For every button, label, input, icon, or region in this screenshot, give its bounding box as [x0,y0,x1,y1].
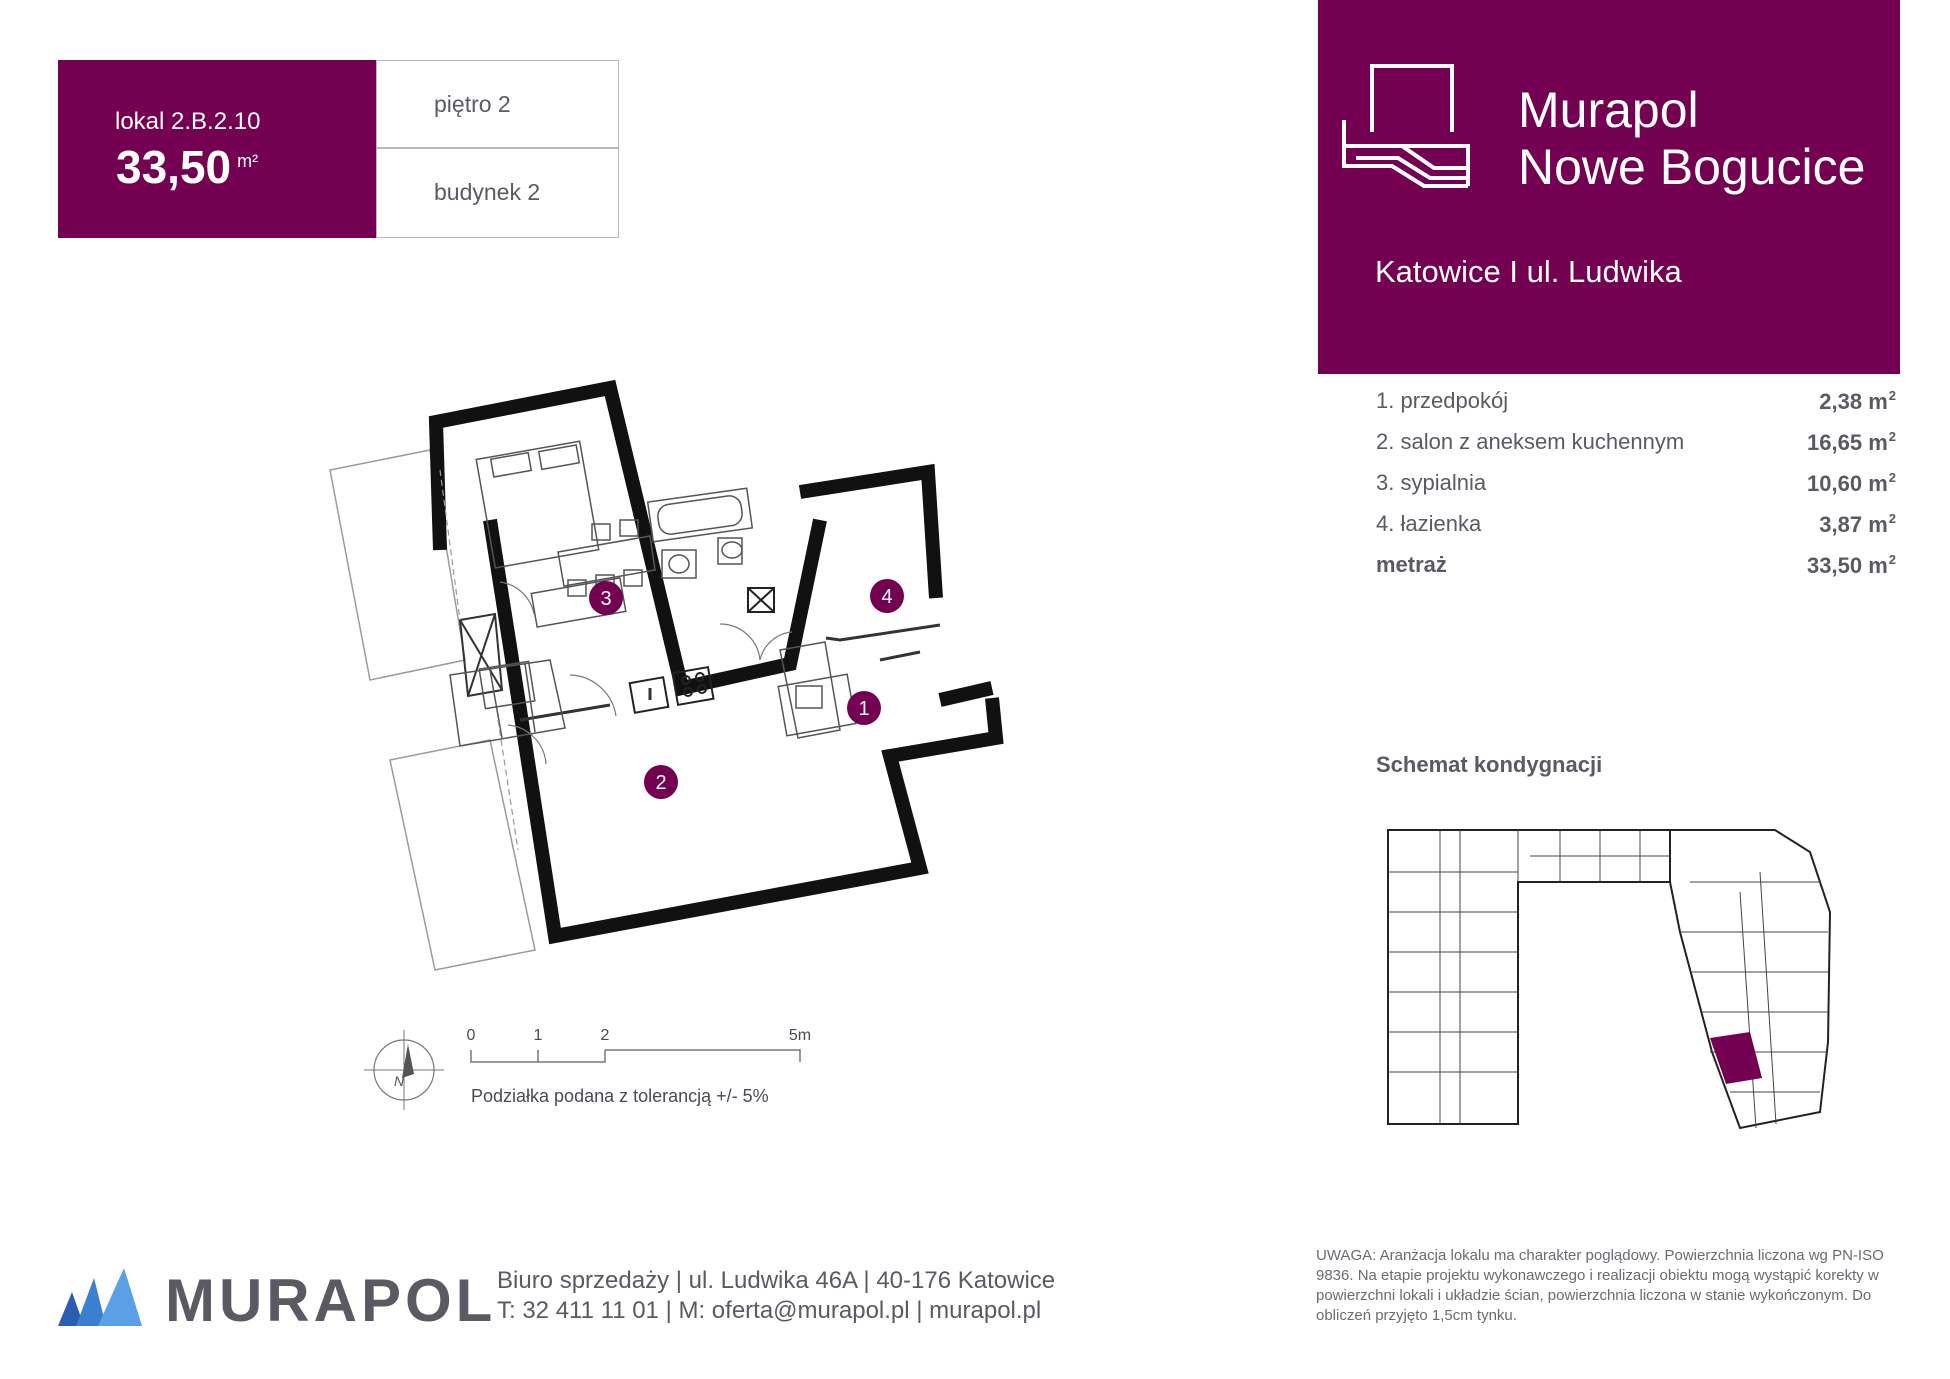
room-name: 1. przedpokój [1376,388,1509,413]
room-area: 2,38 $m^2$ [1819,388,1896,414]
total-label: metraż [1376,552,1447,577]
floor-schema-diagram [1380,812,1840,1138]
compass-icon [364,1024,444,1114]
room-marker-3 [588,580,624,616]
brand-title [1518,82,1865,196]
unit-label: lokal 2.B.2.10 [115,108,261,135]
unit-area-value: 33,50 [116,141,232,193]
toilet [718,538,742,564]
svg-text:0: 0 [466,1027,476,1044]
room-row [1376,470,1896,510]
room-name: 4. łazienka [1376,511,1482,536]
room-marker-1 [846,690,882,726]
room-name: 3. sypialnia [1376,470,1487,495]
total-area: 33,50 $m^2$ [1807,552,1896,578]
room-area: 10,60 $m^2$ [1807,470,1896,496]
svg-text:2: 2 [655,772,667,794]
building-label: budynek 2 [434,179,541,205]
room-area: 16,65 $m^2$ [1807,429,1896,455]
bathtub [648,488,753,542]
room-row [1376,429,1896,469]
floor-plan [320,370,1040,990]
scale-bar [460,1024,840,1076]
floor-cell [376,60,619,148]
building-cell [376,148,619,238]
sales-office-info [497,1266,1055,1326]
room-marker-2 [643,764,679,800]
highlighted-unit [1710,1032,1762,1084]
murapol-logo-icon [58,1268,142,1328]
scale-tolerance-note: Podziałka podana z tolerancją +/- 5% [471,1086,769,1106]
office-address: Biuro sprzedaży | ul. Ludwika 46A | 40-176 Katowice [497,1267,1056,1294]
room-marker-4 [869,578,905,614]
building-logo-icon [1340,62,1480,194]
brand-title-line2: Nowe Bogucice [1518,139,1866,195]
brand-title-line1: Murapol [1518,82,1699,138]
svg-text:1: 1 [858,698,870,720]
svg-text:5m: 5m [788,1027,812,1044]
svg-text:2: 2 [600,1027,610,1044]
svg-text:4: 4 [881,586,893,608]
brand-address: Katowice I ul. Ludwika [1375,254,1682,289]
disclaimer-note: UWAGA: Aranżacja lokalu ma charakter poglądowy. Powierzchnia liczona wg PN-ISO 9836. Na etapie projektu wykonawczego i realizacji obiektu mogą wystąpić korekty w powierzchni lokali i układzie ścian, powierzchnia liczona w stanie wykończonym. Do obliczeń przyjęto 1,5cm tynku. [1316,1247,1884,1324]
murapol-logo-text: MURAPOL [165,1267,497,1334]
room-row [1376,511,1896,551]
shaft [748,588,774,612]
total-area-row [1376,552,1896,592]
svg-text:3: 3 [600,588,612,610]
schema-title: Schemat kondygnacji [1376,752,1603,777]
room-area: 3,87 $m^2$ [1819,511,1896,537]
sink [662,550,696,578]
svg-text:1: 1 [533,1027,543,1044]
office-contact: T: 32 411 11 01 | M: oferta@murapol.pl | murapol.pl [497,1297,1042,1324]
room-name: 2. salon z aneksem kuchennym [1376,429,1685,454]
svg-text:N: N [394,1073,405,1089]
unit-area-unit: m² [237,150,259,171]
floor-label: piętro 2 [434,91,511,117]
unit-area [116,140,258,194]
room-row [1376,388,1896,428]
